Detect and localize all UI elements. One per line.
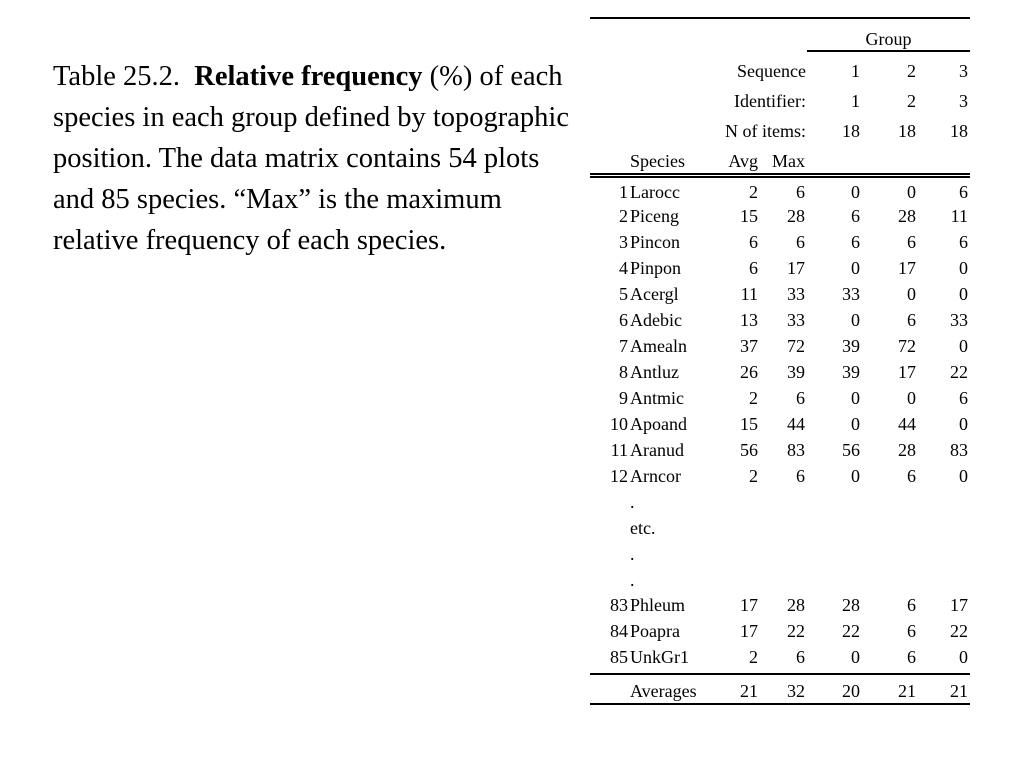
row-max: 28 bbox=[787, 595, 805, 615]
nitems-3: 18 bbox=[950, 121, 968, 141]
row-group-3: 0 bbox=[959, 647, 968, 667]
row-species: Pinpon bbox=[630, 258, 682, 278]
row-group-3: 17 bbox=[950, 595, 968, 615]
averages-label: Averages bbox=[630, 681, 697, 701]
row-avg: 6 bbox=[749, 258, 758, 278]
nitems-label: N of items: bbox=[725, 121, 806, 141]
row-max: 39 bbox=[787, 362, 805, 382]
row-avg: 17 bbox=[740, 595, 758, 615]
caption-bold-term: Relative frequency bbox=[194, 61, 423, 92]
row-species: Pincon bbox=[630, 232, 681, 252]
row-group-3: 33 bbox=[950, 310, 968, 330]
ellipsis-marker: . bbox=[630, 492, 635, 512]
group-header-rule bbox=[807, 50, 970, 52]
row-species: Arncor bbox=[630, 466, 681, 486]
row-max: 6 bbox=[796, 232, 805, 252]
row-species: Piceng bbox=[630, 206, 679, 226]
identifier-3: 3 bbox=[959, 91, 968, 111]
row-group-1: 0 bbox=[851, 414, 860, 434]
row-number: 12 bbox=[610, 466, 628, 486]
row-group-1: 28 bbox=[842, 595, 860, 615]
row-species: UnkGr1 bbox=[630, 647, 689, 667]
ellipsis-marker: . bbox=[630, 570, 635, 590]
row-number: 10 bbox=[610, 414, 628, 434]
row-species: Antluz bbox=[630, 362, 679, 382]
row-group-2: 0 bbox=[907, 182, 916, 202]
row-species: Amealn bbox=[630, 336, 687, 356]
row-group-1: 0 bbox=[851, 466, 860, 486]
row-group-2: 72 bbox=[898, 336, 916, 356]
row-species: Antmic bbox=[630, 388, 684, 408]
header-rule-upper bbox=[590, 173, 970, 175]
row-max: 22 bbox=[787, 621, 805, 641]
group-header: Group bbox=[865, 29, 912, 49]
row-species: Poapra bbox=[630, 621, 680, 641]
column-header-avg: Avg bbox=[728, 151, 758, 171]
row-group-3: 6 bbox=[959, 388, 968, 408]
table-top-rule bbox=[590, 17, 970, 19]
row-group-1: 6 bbox=[851, 206, 860, 226]
caption-prefix: Table 25.2. bbox=[53, 61, 181, 92]
row-group-2: 6 bbox=[907, 310, 916, 330]
row-group-3: 6 bbox=[959, 232, 968, 252]
row-group-2: 17 bbox=[898, 258, 916, 278]
column-header-species: Species bbox=[630, 151, 685, 171]
row-group-1: 33 bbox=[842, 284, 860, 304]
row-group-3: 22 bbox=[950, 621, 968, 641]
row-group-3: 22 bbox=[950, 362, 968, 382]
sequence-label: Sequence bbox=[737, 61, 806, 81]
row-group-1: 0 bbox=[851, 388, 860, 408]
row-number: 2 bbox=[619, 206, 628, 226]
row-species: Apoand bbox=[630, 414, 687, 434]
row-max: 83 bbox=[787, 440, 805, 460]
row-group-2: 6 bbox=[907, 647, 916, 667]
row-species: Acergl bbox=[630, 284, 679, 304]
row-number: 5 bbox=[619, 284, 628, 304]
row-avg: 15 bbox=[740, 206, 758, 226]
row-group-3: 0 bbox=[959, 466, 968, 486]
row-group-2: 44 bbox=[898, 414, 916, 434]
ellipsis-marker: etc. bbox=[630, 518, 656, 538]
row-group-3: 6 bbox=[959, 182, 968, 202]
row-species: Aranud bbox=[630, 440, 684, 460]
row-group-1: 6 bbox=[851, 232, 860, 252]
row-group-2: 0 bbox=[907, 388, 916, 408]
row-avg: 2 bbox=[749, 388, 758, 408]
averages-max: 32 bbox=[787, 681, 805, 701]
row-max: 33 bbox=[787, 310, 805, 330]
row-group-1: 39 bbox=[842, 362, 860, 382]
row-group-3: 83 bbox=[950, 440, 968, 460]
row-number: 84 bbox=[610, 621, 628, 641]
row-max: 17 bbox=[787, 258, 805, 278]
row-number: 83 bbox=[610, 595, 628, 615]
row-max: 6 bbox=[796, 647, 805, 667]
row-group-1: 0 bbox=[851, 182, 860, 202]
row-avg: 13 bbox=[740, 310, 758, 330]
row-group-2: 17 bbox=[898, 362, 916, 382]
row-group-2: 0 bbox=[907, 284, 916, 304]
row-group-2: 6 bbox=[907, 232, 916, 252]
identifier-1: 1 bbox=[851, 91, 860, 111]
header-rule-lower bbox=[590, 176, 970, 178]
row-avg: 56 bbox=[740, 440, 758, 460]
row-avg: 26 bbox=[740, 362, 758, 382]
row-avg: 6 bbox=[749, 232, 758, 252]
row-max: 28 bbox=[787, 206, 805, 226]
row-group-1: 39 bbox=[842, 336, 860, 356]
row-avg: 2 bbox=[749, 182, 758, 202]
ellipsis-marker: . bbox=[630, 544, 635, 564]
identifier-2: 2 bbox=[907, 91, 916, 111]
row-species: Adebic bbox=[630, 310, 682, 330]
row-avg: 17 bbox=[740, 621, 758, 641]
column-header-max: Max bbox=[772, 151, 805, 171]
row-avg: 11 bbox=[740, 284, 758, 304]
row-number: 4 bbox=[619, 258, 628, 278]
row-group-1: 0 bbox=[851, 310, 860, 330]
sequence-3: 3 bbox=[959, 61, 968, 81]
table-caption bbox=[53, 56, 573, 261]
row-avg: 15 bbox=[740, 414, 758, 434]
row-max: 6 bbox=[796, 182, 805, 202]
row-number: 6 bbox=[619, 310, 628, 330]
averages-group-3: 21 bbox=[950, 681, 968, 701]
row-number: 3 bbox=[619, 232, 628, 252]
row-group-1: 22 bbox=[842, 621, 860, 641]
row-number: 11 bbox=[610, 440, 628, 460]
row-max: 44 bbox=[787, 414, 805, 434]
row-number: 85 bbox=[610, 647, 628, 667]
identifier-label: Identifier: bbox=[734, 91, 806, 111]
row-number: 8 bbox=[619, 362, 628, 382]
row-number: 9 bbox=[619, 388, 628, 408]
row-max: 33 bbox=[787, 284, 805, 304]
averages-group-1: 20 bbox=[842, 681, 860, 701]
row-group-2: 28 bbox=[898, 440, 916, 460]
averages-avg: 21 bbox=[740, 681, 758, 701]
row-group-2: 6 bbox=[907, 595, 916, 615]
row-group-2: 6 bbox=[907, 621, 916, 641]
row-group-1: 0 bbox=[851, 258, 860, 278]
averages-top-rule bbox=[590, 673, 970, 675]
row-species: Larocc bbox=[630, 182, 680, 202]
row-group-1: 56 bbox=[842, 440, 860, 460]
table-bottom-rule bbox=[590, 703, 970, 705]
row-group-2: 28 bbox=[898, 206, 916, 226]
row-avg: 2 bbox=[749, 647, 758, 667]
row-group-2: 6 bbox=[907, 466, 916, 486]
nitems-1: 18 bbox=[842, 121, 860, 141]
row-number: 7 bbox=[619, 336, 628, 356]
row-group-3: 0 bbox=[959, 414, 968, 434]
row-group-3: 0 bbox=[959, 336, 968, 356]
row-avg: 37 bbox=[740, 336, 758, 356]
sequence-2: 2 bbox=[907, 61, 916, 81]
row-avg: 2 bbox=[749, 466, 758, 486]
nitems-2: 18 bbox=[898, 121, 916, 141]
row-group-3: 0 bbox=[959, 284, 968, 304]
row-number: 1 bbox=[619, 182, 628, 202]
row-group-3: 0 bbox=[959, 258, 968, 278]
row-species: Phleum bbox=[630, 595, 686, 615]
row-group-3: 11 bbox=[950, 206, 968, 226]
row-max: 6 bbox=[796, 466, 805, 486]
row-max: 6 bbox=[796, 388, 805, 408]
averages-group-2: 21 bbox=[898, 681, 916, 701]
row-max: 72 bbox=[787, 336, 805, 356]
sequence-1: 1 bbox=[851, 61, 860, 81]
row-group-1: 0 bbox=[851, 647, 860, 667]
caption-text: (%) of each species in each group defined by topographic position. The data matrix contains 54 plots and 85 species. “Max” is the maximum relative frequency of each species. bbox=[53, 61, 569, 256]
